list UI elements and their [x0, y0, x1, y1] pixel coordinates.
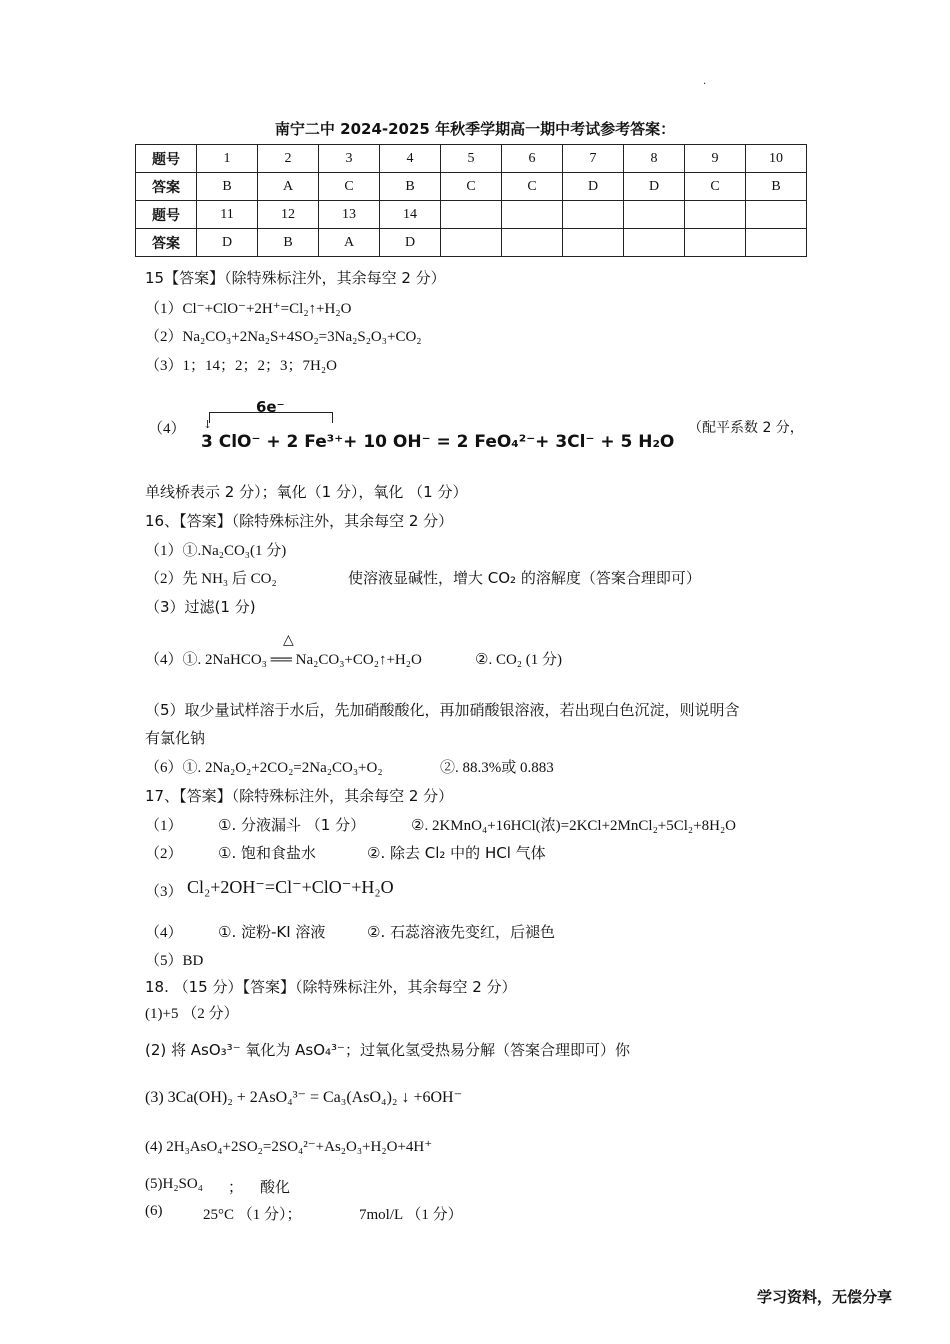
- table-cell: A: [258, 173, 319, 201]
- q18-answer-5c: 酸化: [260, 1178, 291, 1196]
- table-row-answers-2: [136, 229, 807, 257]
- table-cell: 3: [319, 145, 380, 173]
- q16-answer-2b: 使溶液显碱性，增大 CO₂ 的溶解度（答案合理即可）: [348, 569, 701, 587]
- q16-answer-5b: 有氯化钠: [145, 729, 206, 747]
- table-cell: [563, 201, 624, 229]
- q16-answer-2a: （2）先 NH₃ 后 CO₂: [145, 571, 277, 587]
- table-cell: 5: [441, 145, 502, 173]
- table-cell: B: [197, 173, 258, 201]
- answer-table: [135, 144, 807, 257]
- q16-answer-4a: （4）①. 2NaHCO₃ ══ Na₂CO₃+CO₂↑+H₂O: [145, 652, 422, 668]
- q16-answer-4b: ②. CO₂ (1 分): [475, 652, 563, 668]
- table-cell: 2: [258, 145, 319, 173]
- q16-answer-6b: ②. 88.3%或 0.883: [440, 760, 554, 776]
- q15-heading: 15【答案】（除特殊标注外，其余每空 2 分）: [145, 269, 446, 287]
- q18-answer-4: (4) 2H₃AsO₄+2SO₂=2SO₄²⁻+As₂O₃+H₂O+4H⁺: [145, 1139, 433, 1155]
- table-cell: [441, 229, 502, 257]
- single-line-bridge: [209, 412, 333, 423]
- table-cell: [685, 229, 746, 257]
- table-cell: [685, 201, 746, 229]
- table-cell: [624, 201, 685, 229]
- q17-answer-4-label: （4）: [145, 925, 183, 941]
- table-row-numbers-1: [136, 145, 807, 173]
- table-cell: [441, 201, 502, 229]
- table-cell: [502, 201, 563, 229]
- q15-answer-1: （1）Cl⁻+ClO⁻+2H⁺=Cl₂↑+H₂O: [145, 301, 352, 317]
- q15-answer-3: （3）1；14；2；2；3；7H₂O: [145, 358, 337, 374]
- q15-redox-equation: 3 ClO⁻ + 2 Fe³⁺+ 10 OH⁻ = 2 FeO₄²⁻+ 3Cl⁻ + 5 H₂O: [201, 432, 675, 452]
- q16-answer-5a: （5）取少量试样溶于水后，先加硝酸酸化，再加硝酸银溶液，若出现白色沉淀，则说明含: [145, 701, 740, 719]
- q17-answer-2c: ②. 除去 Cl₂ 中的 HCl 气体: [367, 844, 546, 862]
- q16-answer-6a: （6）①. 2Na₂O₂+2CO₂=2Na₂CO₃+O₂: [145, 760, 383, 776]
- table-cell: 8: [624, 145, 685, 173]
- table-cell: C: [319, 173, 380, 201]
- table-cell: C: [685, 173, 746, 201]
- footer-note: 学习资料，无偿分享: [756, 1288, 892, 1306]
- table-cell: C: [502, 173, 563, 201]
- table-cell: D: [563, 173, 624, 201]
- q17-answer-1c: ②. 2KMnO₄+16HCl(浓)=2KCl+2MnCl₂+5Cl₂+8H₂O: [411, 818, 737, 834]
- table-row-numbers-2: [136, 201, 807, 229]
- table-cell: B: [380, 173, 441, 201]
- table-cell: [624, 229, 685, 257]
- q18-answer-1: (1)+5 （2 分）: [145, 1006, 239, 1022]
- table-cell: 14: [380, 201, 441, 229]
- q17-answer-4c: ②. 石蕊溶液先变红，后褪色: [367, 923, 555, 941]
- table-cell: D: [380, 229, 441, 257]
- row-label: 题号: [136, 145, 197, 173]
- q17-answer-5: （5）BD: [145, 953, 204, 969]
- q18-answer-6c: 7mol/L （1 分）: [359, 1207, 463, 1223]
- table-cell: 12: [258, 201, 319, 229]
- q17-answer-1b: ①. 分液漏斗 （1 分）: [218, 816, 366, 834]
- table-cell: 4: [380, 145, 441, 173]
- table-cell: C: [441, 173, 502, 201]
- q18-answer-2: (2) 将 AsO₃³⁻ 氧化为 AsO₄³⁻；过氧化氢受热易分解（答案合理即可）你: [145, 1041, 630, 1059]
- table-cell: A: [319, 229, 380, 257]
- table-cell: D: [624, 173, 685, 201]
- table-cell: [746, 201, 807, 229]
- table-cell: 1: [197, 145, 258, 173]
- row-label: 答案: [136, 229, 197, 257]
- q18-answer-5b: ；: [228, 1178, 244, 1196]
- electron-transfer-label: 6e⁻: [256, 398, 285, 416]
- q18-answer-6-label: (6): [145, 1203, 163, 1219]
- stray-dot: .: [703, 76, 707, 87]
- table-row-answers-1: [136, 173, 807, 201]
- q18-answer-6b: 25°C （1 分）；: [203, 1207, 302, 1223]
- row-label: 题号: [136, 201, 197, 229]
- q15-answer-2: （2）Na₂CO₃+2Na₂S+4SO₂=3Na₂S₂O₃+CO₂: [145, 329, 422, 345]
- table-cell: 13: [319, 201, 380, 229]
- table-cell: [563, 229, 624, 257]
- table-cell: [502, 229, 563, 257]
- q18-heading: 18. （15 分）【答案】（除特殊标注外，其余每空 2 分）: [145, 978, 517, 996]
- row-label: 答案: [136, 173, 197, 201]
- table-cell: 11: [197, 201, 258, 229]
- q17-answer-3-label: （3）: [145, 884, 183, 900]
- q17-answer-2-label: （2）: [145, 846, 183, 862]
- q16-answer-3: （3）过滤(1 分): [145, 598, 256, 616]
- q18-answer-5a: (5)H₂SO₄: [145, 1176, 203, 1192]
- q15-answer-4-cont: 单线桥表示 2 分）；氧化（1 分），氧化 （1 分）: [145, 483, 468, 501]
- table-cell: 9: [685, 145, 746, 173]
- q17-heading: 17、【答案】（除特殊标注外，其余每空 2 分）: [145, 787, 454, 805]
- table-cell: B: [258, 229, 319, 257]
- table-cell: 6: [502, 145, 563, 173]
- q17-answer-2b: ①. 饱和食盐水: [218, 844, 316, 862]
- page-title: 南宁二中 2024-2025 年秋季学期高一期中考试参考答案：: [274, 120, 676, 138]
- heat-delta-icon: △: [283, 632, 294, 648]
- q17-answer-4b: ①. 淀粉-KI 溶液: [218, 923, 326, 941]
- q15-answer-4-note: （配平系数 2 分，: [688, 420, 804, 436]
- q17-answer-1-label: （1）: [145, 818, 183, 834]
- q18-answer-3: (3) 3Ca(OH)₂ + 2AsO₄³⁻ = Ca₃(AsO₄)₂ ↓ +6OH⁻: [145, 1089, 463, 1106]
- q15-answer-4-label: （4）: [148, 421, 186, 437]
- q17-answer-3b: Cl₂+2OH⁻=Cl⁻+ClO⁻+H₂O: [187, 877, 394, 897]
- q16-answer-1: （1）①.Na₂CO₃(1 分): [145, 543, 287, 559]
- table-cell: B: [746, 173, 807, 201]
- table-cell: [746, 229, 807, 257]
- q16-heading: 16、【答案】（除特殊标注外，其余每空 2 分）: [145, 512, 454, 530]
- table-cell: 7: [563, 145, 624, 173]
- table-cell: 10: [746, 145, 807, 173]
- table-cell: D: [197, 229, 258, 257]
- down-arrow-icon: ↓: [203, 418, 213, 431]
